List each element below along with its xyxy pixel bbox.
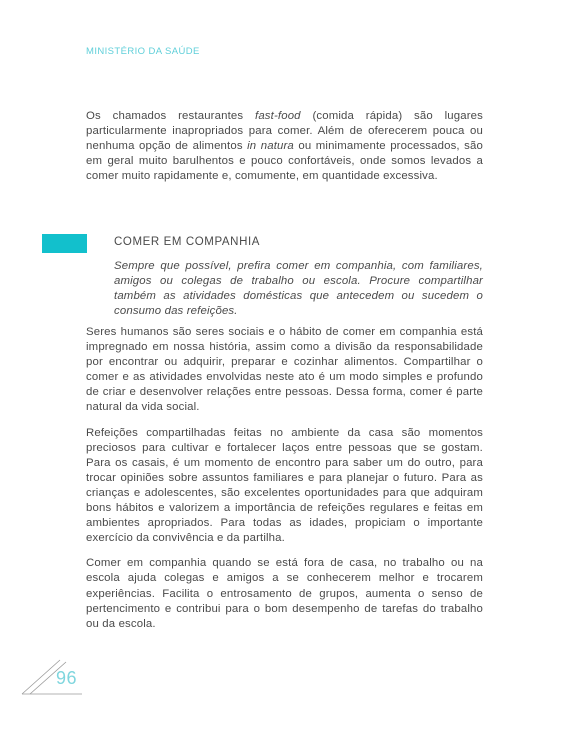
page-corner-lines-icon: [20, 658, 90, 698]
section-advice: Sempre que possível, prefira comer em companhia, com familiares, amigos ou colegas de trabalho ou escola. Procure compartilhar também as atividades domésticas que antecedem ou sucedem o consumo das refeições.: [114, 260, 483, 318]
intro-prefix: Os chamados restaurantes: [86, 110, 255, 122]
running-header: MINISTÉRIO DA SAÚDE: [86, 46, 200, 57]
intro-section: [86, 109, 483, 194]
intro-suffix: ou minimamente processados, são em geral muito barulhentos e pouco confortáveis, onde somos levados a comer muito rapidamente e, comumente, em quantidade excessiva.: [86, 140, 483, 183]
intro-paragraph: [86, 109, 483, 184]
section-title: COMER EM COMPANHIA: [114, 236, 261, 248]
body-paragraph: Comer em companhia quando se está fora de casa, no trabalho ou na escola ajuda colegas e amigos a se conhecerem melhor e trocarem experiências. Facilita o entrosamento de grupos, aumenta o senso de pertencimento e contribui para o bom desempenho de tarefas do trabalho ou da escola.: [86, 557, 483, 630]
intro-middle: (comida rápida) são lugares particularmente inapropriados para comer. Além de oferecerem pouca ou nenhuma opção de alimentos: [86, 110, 483, 153]
body-paragraph: Refeições compartilhadas feitas no ambiente da casa são momentos preciosos para cultivar e fortalecer laços entre pessoas que se gostam. Para os casais, é um momento de encontro para saber um do outro, para trocar opiniões sobre assuntos familiares e para planejar o futuro. Para as crianças e adolescentes, são excelentes oportunidades para que adquiram bons hábitos e valorizem a importância de refeições regulares e feitas em ambientes apropriados. Para todas as idades, propiciam o importante exercício da convivência e da partilha.: [86, 426, 483, 545]
section-accent-bar: [42, 234, 87, 253]
body-text: [86, 325, 483, 642]
term-fast-food: fast-food: [255, 110, 301, 122]
term-in-natura: in natura: [247, 140, 294, 153]
page-number: 96: [56, 668, 78, 688]
page-number-block: [20, 658, 90, 698]
body-paragraph: Seres humanos são seres sociais e o hábito de comer em companhia está impregnado em nossa história, assim como a divisão da responsabilidade por encontrar ou adquirir, preparar e cozinhar alimentos. Compartilhar o comer e as atividades envolvidas neste ato é um modo simples e profundo de criar e desenvolver relações entre pessoas. Dessa forma, comer é parte natural da vida social.: [86, 326, 483, 414]
